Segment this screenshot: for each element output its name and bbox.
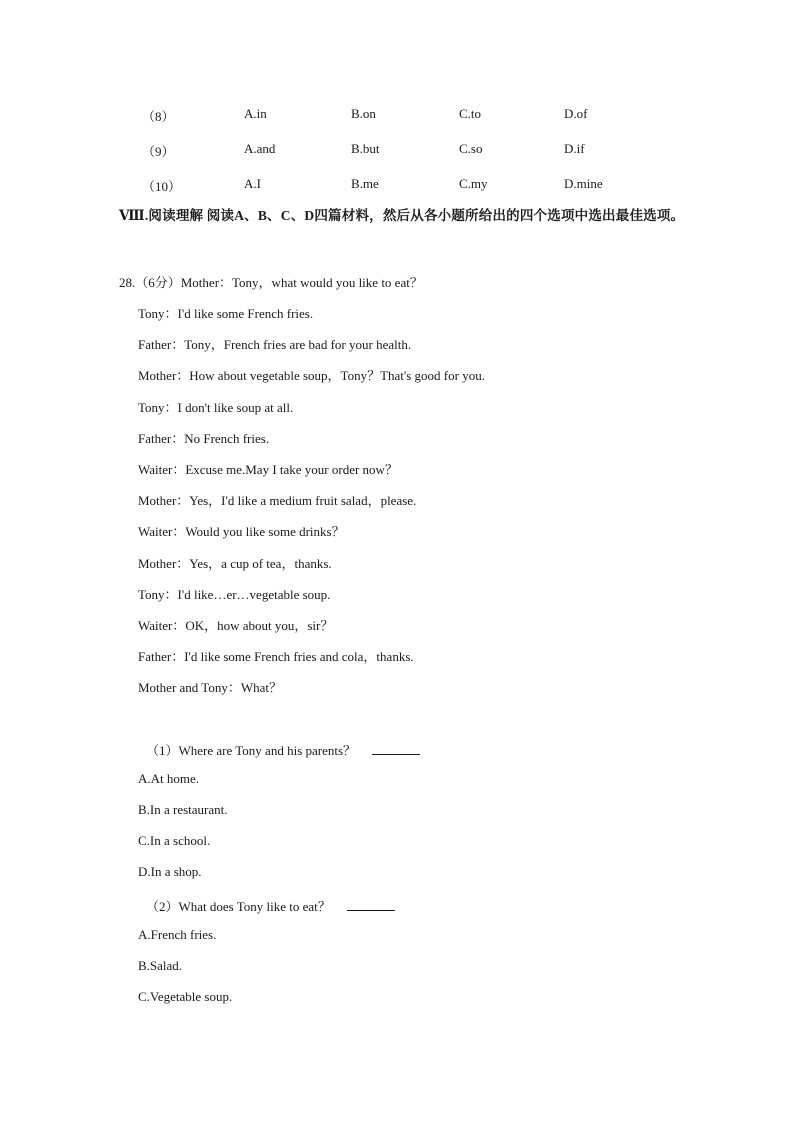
- answer-choice: B.Salad.: [138, 958, 183, 973]
- option-a: A.and: [244, 141, 276, 156]
- option-b: B.but: [351, 141, 380, 156]
- option-row: [0, 141, 794, 161]
- answer-blank[interactable]: [372, 743, 420, 755]
- question-header: 28.（6分）Mother：Tony，what would you like to eat？: [119, 275, 423, 290]
- dialogue-line: Tony：I'd like…er…vegetable soup.: [138, 587, 331, 602]
- sub-question-prompt: [146, 896, 395, 915]
- answer-choice: C.In a school.: [138, 833, 211, 848]
- answer-choice: D.In a shop.: [138, 864, 202, 879]
- sub-question-text: （1）Where are Tony and his parents？: [146, 743, 357, 758]
- dialogue-line: Waiter：Would you like some drinks？: [138, 524, 345, 539]
- dialogue-line: Tony：I don't like soup at all.: [138, 400, 294, 415]
- dialogue-line: Father：No French fries.: [138, 431, 270, 446]
- dialogue-line: Tony：I'd like some French fries.: [138, 306, 314, 321]
- dialogue-line: Waiter：Excuse me.May I take your order now？: [138, 462, 398, 477]
- option-c: C.so: [459, 141, 483, 156]
- option-number: （8）: [142, 109, 175, 124]
- option-number: （10）: [142, 179, 182, 194]
- dialogue-line: Mother：How about vegetable soup，Tony？That's good for you.: [138, 368, 485, 383]
- option-b: B.on: [351, 106, 376, 121]
- option-c: C.to: [459, 106, 482, 121]
- answer-choice: A.French fries.: [138, 927, 217, 942]
- option-d: D.mine: [564, 176, 603, 191]
- option-b: B.me: [351, 176, 379, 191]
- option-row: [0, 176, 794, 196]
- dialogue-line: Father：I'd like some French fries and cola，thanks.: [138, 649, 414, 664]
- option-d: D.if: [564, 141, 585, 156]
- option-row: [0, 106, 794, 126]
- dialogue-line: Mother：Yes，a cup of tea，thanks.: [138, 556, 332, 571]
- sub-question-prompt: [146, 740, 420, 759]
- dialogue-line: Waiter：OK，how about you，sir？: [138, 618, 334, 633]
- section-title: Ⅷ.阅读理解 阅读A、B、C、D四篇材料，然后从各小题所给出的四个选项中选出最佳选项。: [119, 208, 685, 223]
- dialogue-line: Mother and Tony：What？: [138, 680, 282, 695]
- option-c: C.my: [459, 176, 488, 191]
- answer-blank[interactable]: [347, 899, 395, 911]
- option-number: （9）: [142, 144, 175, 159]
- option-d: D.of: [564, 106, 588, 121]
- dialogue-line: Father：Tony，French fries are bad for your health.: [138, 337, 412, 352]
- option-a: A.in: [244, 106, 267, 121]
- sub-question-text: （2）What does Tony like to eat？: [146, 899, 331, 914]
- answer-choice: C.Vegetable soup.: [138, 989, 233, 1004]
- option-a: A.I: [244, 176, 261, 191]
- answer-choice: A.At home.: [138, 771, 200, 786]
- dialogue-line: Mother：Yes，I'd like a medium fruit salad，please.: [138, 493, 417, 508]
- answer-choice: B.In a restaurant.: [138, 802, 228, 817]
